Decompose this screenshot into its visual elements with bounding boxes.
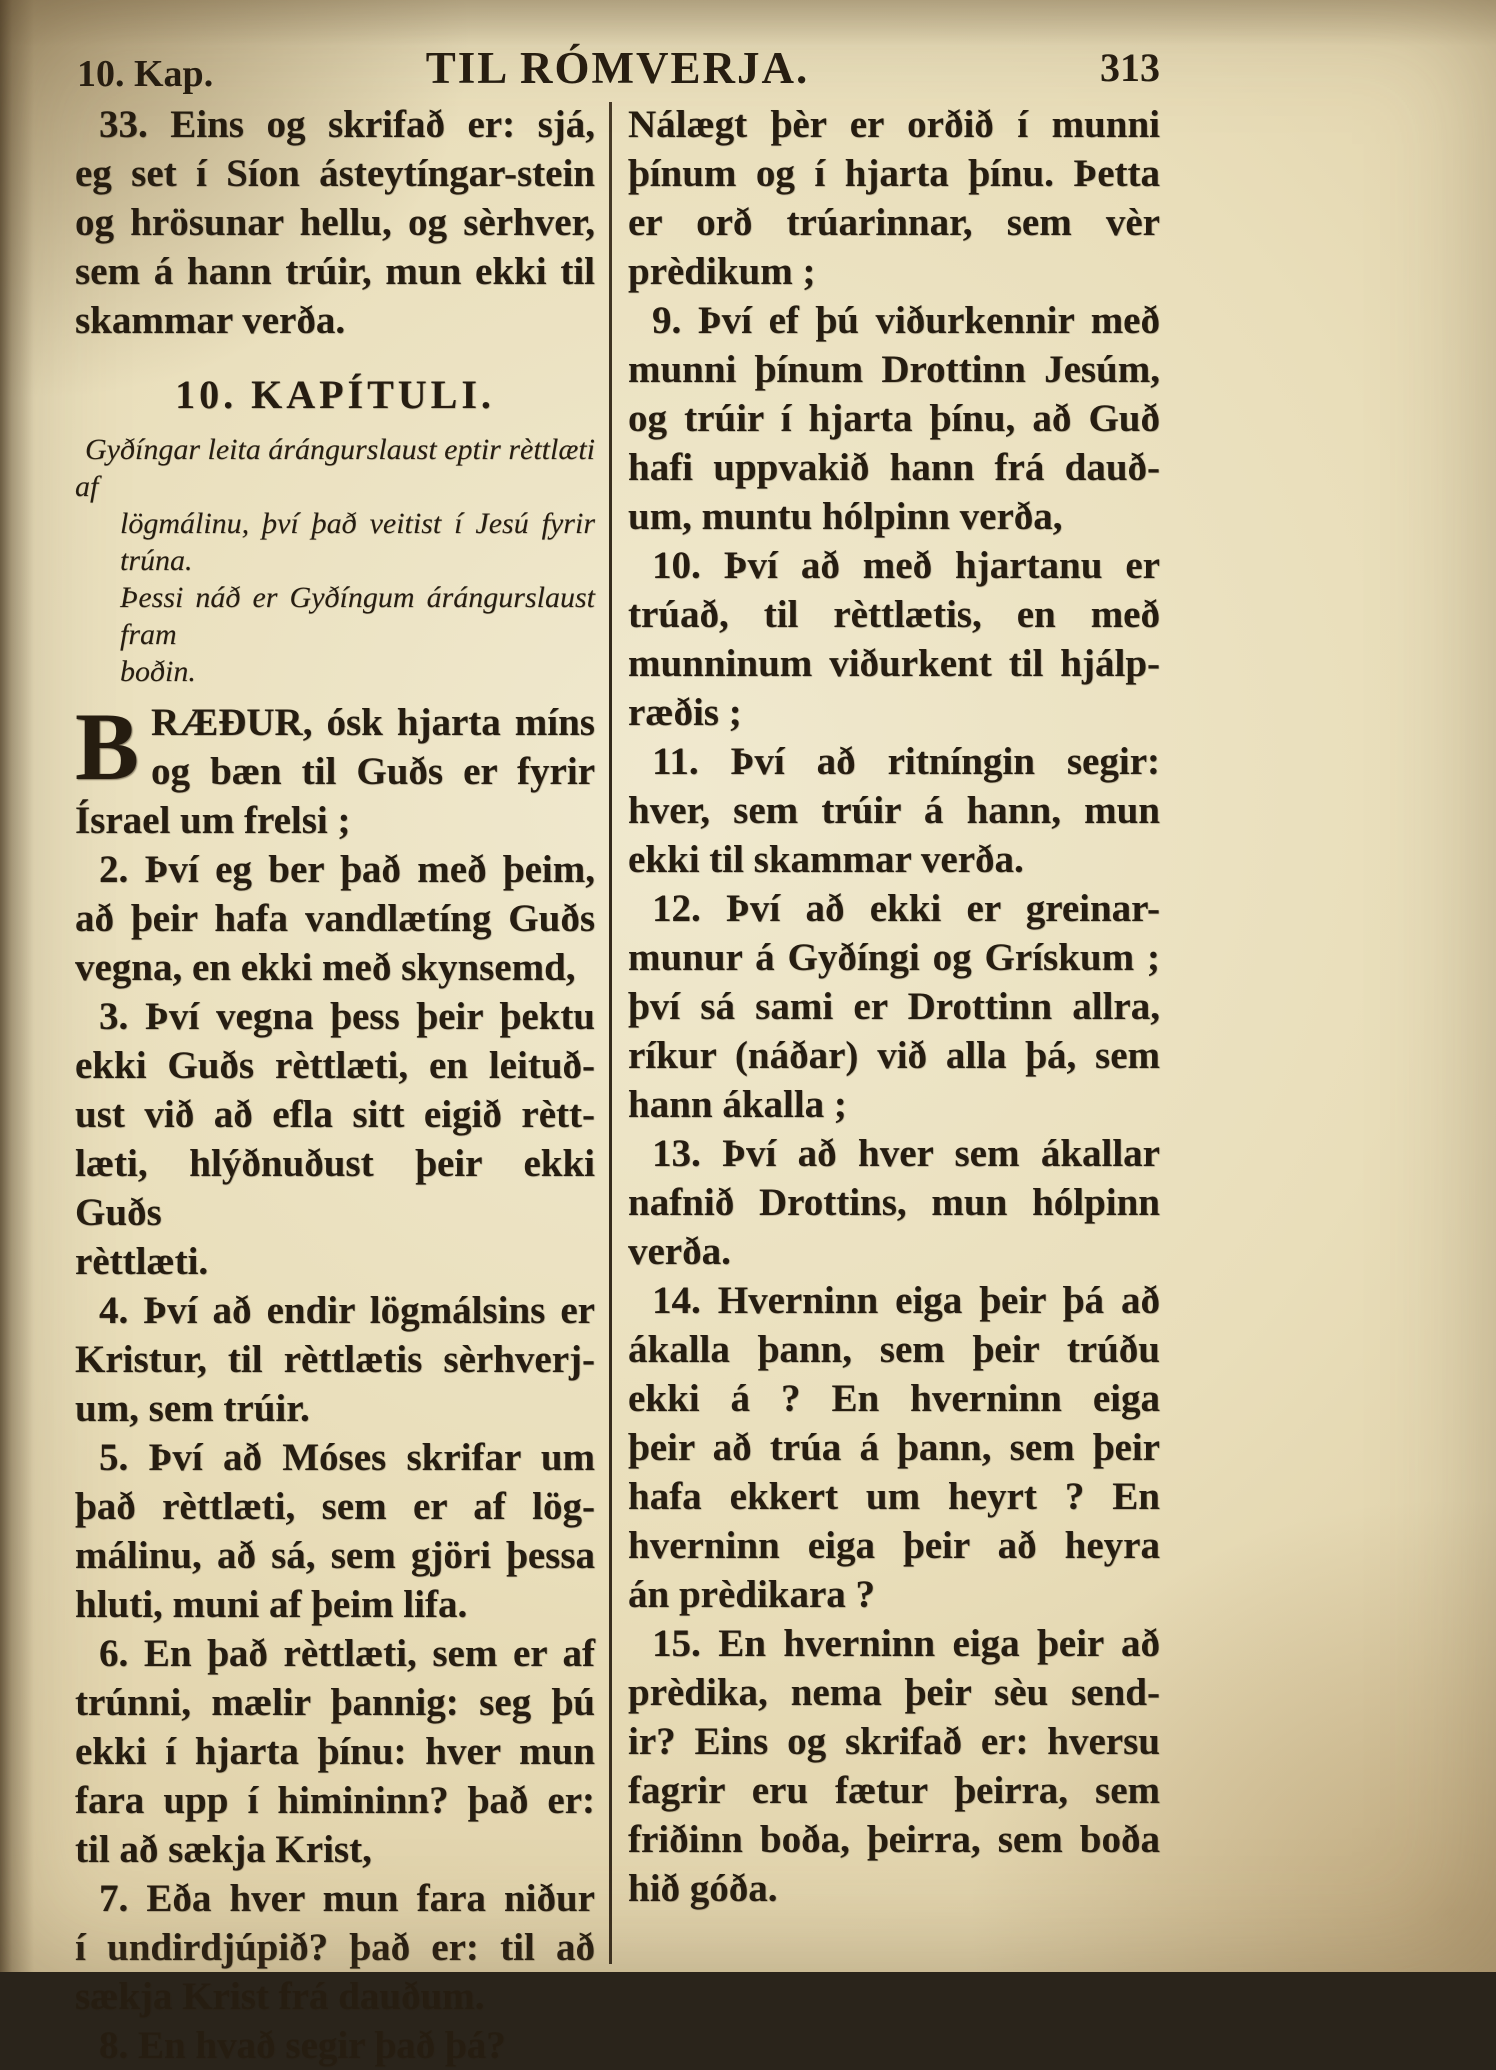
text-line: ríkur (náðar) við alla þá, sem [628, 1034, 1160, 1077]
text-line: trúað, til rèttlætis, en með [628, 593, 1160, 636]
text-line: og hrösunar hellu, og sèrhver, [75, 201, 595, 244]
text-line: trúnni, mælir þannig: seg þú [75, 1681, 595, 1724]
chapter-summary [75, 431, 595, 690]
running-title: TIL RÓMVERJA. [425, 43, 810, 93]
text-line: skammar verða. [75, 299, 346, 342]
text-line: fagrir eru fætur þeirra, sem [628, 1769, 1160, 1812]
text-line: hluti, muni af þeim lifa. [75, 1583, 468, 1626]
verse-paragraph [628, 541, 1160, 737]
text-columns [75, 100, 1160, 2070]
text-line: því sá sami er Drottinn allra, [628, 985, 1160, 1028]
text-line: munur á Gyðíngi og Grískum ; [628, 936, 1160, 979]
text-line: 15. En hverninn eiga þeir að [652, 1622, 1160, 1665]
text-line: og bæn til Guðs er fyrir [151, 750, 595, 793]
text-line: Ísrael um frelsi ; [75, 799, 351, 842]
text-line: læti, hlýðnuðust þeir ekki Guðs [75, 1142, 595, 1234]
text-line: Kristur, til rèttlætis sèrhverj- [75, 1338, 595, 1381]
text-line: Gyðíngar leita árángurslaust eptir rèttlæti af [75, 433, 596, 503]
text-line: verða. [628, 1230, 731, 1273]
text-line: 3. Því vegna þess þeir þektu [99, 995, 595, 1038]
verse-paragraph [75, 1433, 595, 1629]
text-line: þínum og í hjarta þínu. Þetta [628, 152, 1160, 195]
chapter-reference: 10. Kap. [77, 53, 214, 95]
text-line: að þeir hafa vandlætíng Guðs [75, 897, 595, 940]
text-line: ekki á ? En hverninn eiga [628, 1377, 1160, 1420]
verse-paragraph [628, 884, 1160, 1129]
text-line: í undirdjúpið? það er: til að [75, 1926, 595, 1969]
text-line: ekki Guðs rèttlæti, en leituð- [75, 1044, 595, 1087]
text-line: 4. Því að endir lögmálsins er [99, 1289, 595, 1332]
text-line: 7. Eða hver mun fara niður [99, 1877, 595, 1920]
text-line: 8. En hvað segir það þá? [99, 2024, 506, 2067]
chapter-heading: 10. KAPÍTULI. [175, 372, 495, 417]
text-line: án prèdikara ? [628, 1573, 876, 1616]
text-line: eg set í Síon ásteytíngar-stein [75, 152, 595, 195]
text-line: 5. Því að Móses skrifar um [99, 1436, 595, 1479]
text-line: 13. Því að hver sem ákallar [652, 1132, 1160, 1175]
text-line: um, muntu hólpinn verða, [628, 495, 1063, 538]
text-line: prèdika, nema þeir sèu send- [628, 1671, 1160, 1714]
text-line: 12. Því að ekki er greinar- [652, 887, 1160, 930]
text-line: málinu, að sá, sem gjöri þessa [75, 1534, 595, 1577]
text-line: RÆÐUR, ósk hjarta míns [151, 701, 595, 744]
text-line: 14. Hverninn eiga þeir þá að [652, 1279, 1160, 1322]
text-line: 6. En það rèttlæti, sem er af [99, 1632, 595, 1675]
text-line: þeir að trúa á þann, sem þeir [628, 1426, 1160, 1469]
verse-paragraph [628, 1276, 1160, 1619]
text-line: nafnið Drottins, mun hólpinn [628, 1181, 1160, 1224]
text-line: rèttlæti. [75, 1240, 209, 1283]
text-line: er orð trúarinnar, sem vèr [628, 201, 1160, 244]
text-line: 9. Því ef þú viðurkennir með [652, 299, 1160, 342]
text-line: munninum viðurkent til hjálp- [628, 642, 1160, 685]
text-line: ust við að efla sitt eigið rètt- [75, 1093, 595, 1136]
text-line: lögmálinu, því það veitist í Jesú fyrir trúna. [120, 507, 595, 577]
text-line: Nálægt þèr er orðið í munni [628, 103, 1160, 146]
left-column [75, 100, 595, 2070]
text-line: til að sækja Krist, [75, 1828, 372, 1871]
verse-paragraph [75, 1286, 595, 1433]
text-line: ákalla þann, sem þeir trúðu [628, 1328, 1160, 1371]
text-line: Þessi náð er Gyðíngum árángurslaust fram [120, 581, 595, 651]
text-line: ekki í hjarta þínu: hver mun [75, 1730, 595, 1773]
text-line: munni þínum Drottinn Jesúm, [628, 348, 1160, 391]
text-line: vegna, en ekki með skynsemd, [75, 946, 576, 989]
verse-paragraph [75, 693, 595, 845]
text-line: hafa ekkert um heyrt ? En [628, 1475, 1160, 1518]
text-line: ir? Eins og skrifað er: hversu [628, 1720, 1160, 1763]
text-line: boðin. [120, 655, 196, 688]
verse-paragraph [628, 737, 1160, 884]
text-line: sem á hann trúir, mun ekki til [75, 250, 595, 293]
verse-paragraph [628, 100, 1160, 296]
drop-cap-letter: B [75, 693, 140, 800]
text-line: hann ákalla ; [628, 1083, 847, 1126]
text-line: fara upp í himininn? það er: [75, 1779, 595, 1822]
verse-paragraph [75, 2021, 595, 2070]
text-line: friðinn boða, þeirra, sem boða [628, 1818, 1160, 1861]
verse-paragraph [628, 296, 1160, 541]
verse-paragraph [75, 100, 595, 345]
text-line: hverninn eiga þeir að heyra [628, 1524, 1160, 1567]
verse-paragraph [628, 1619, 1160, 1913]
text-line: hið góða. [628, 1867, 778, 1910]
text-line: 11. Því að ritníngin segir: [652, 740, 1160, 783]
text-line: sækja Krist frá dauðum. [75, 1975, 485, 2018]
text-line: ekki til skammar verða. [628, 838, 1024, 881]
verse-paragraph [75, 845, 595, 992]
text-line: það rèttlæti, sem er af lög- [75, 1485, 595, 1528]
text-line: og trúir í hjarta þínu, að Guð [628, 397, 1160, 440]
text-line: prèdikum ; [628, 250, 816, 293]
right-column [628, 100, 1160, 2070]
text-line: hver, sem trúir á hann, mun [628, 789, 1160, 832]
page-header [75, 42, 1160, 98]
verse-paragraph [628, 1129, 1160, 1276]
page-number: 313 [1100, 45, 1160, 90]
text-line: hafi uppvakið hann frá dauð- [628, 446, 1160, 489]
text-line: 10. Því að með hjartanu er [652, 544, 1160, 587]
text-line: 2. Því eg ber það með þeim, [99, 848, 595, 891]
verse-paragraph [75, 1874, 595, 2021]
verse-paragraph [75, 1629, 595, 1874]
text-line: um, sem trúir. [75, 1387, 310, 1430]
text-line: 33. Eins og skrifað er: sjá, [99, 103, 595, 146]
verse-paragraph [75, 992, 595, 1286]
column-divider-rule [609, 102, 612, 1964]
text-line: ræðis ; [628, 691, 742, 734]
